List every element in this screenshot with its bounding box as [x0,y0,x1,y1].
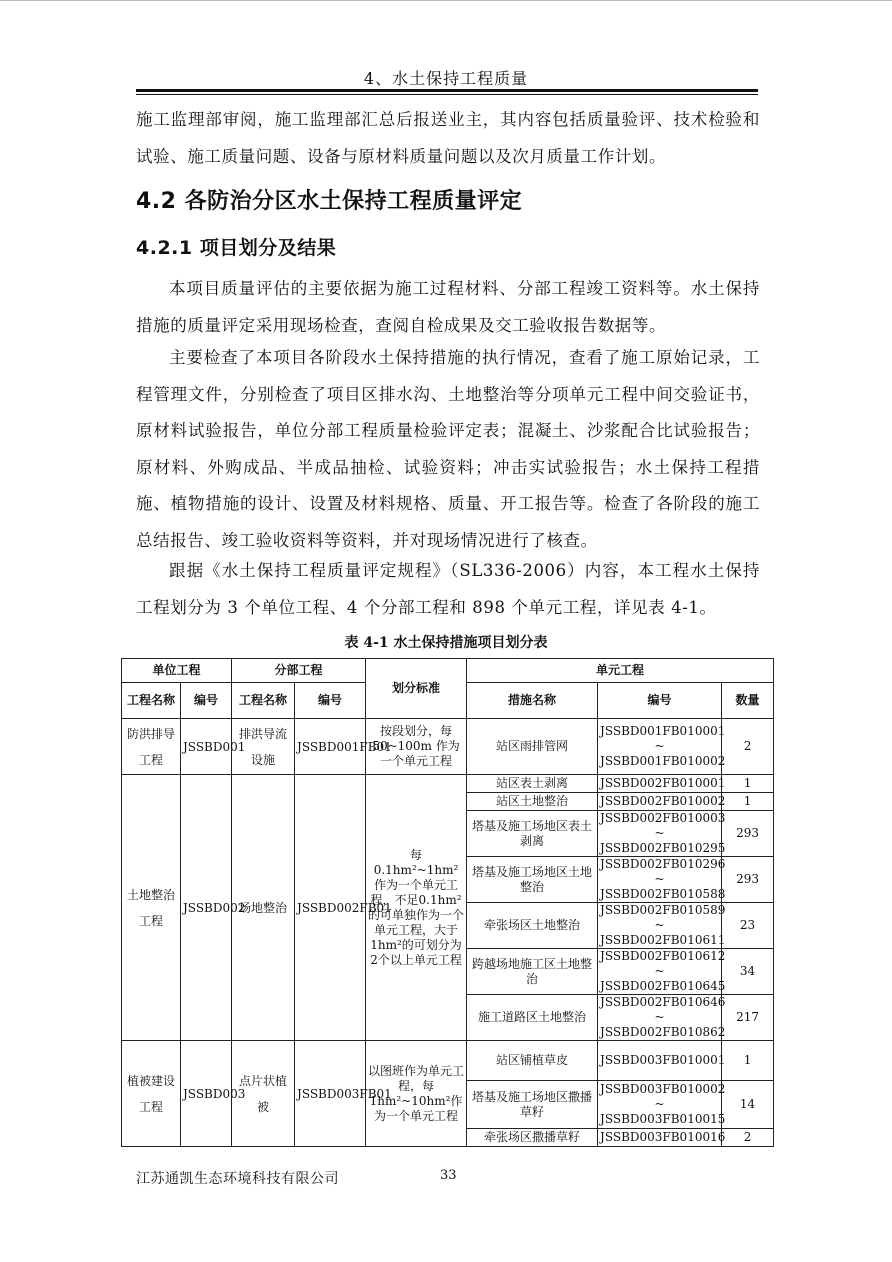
division-standard: 按段划分，每50~100m 作为一个单元工程 [366,719,467,775]
quantity: 23 [722,903,774,949]
table-row [122,1041,774,1081]
code-to: JSSBD002FB010645 [600,979,726,993]
code-from: JSSBD003FB010002 [600,1082,726,1096]
sub-name: 场地整治 [232,775,295,1041]
code-to: JSSBD001FB010002 [600,754,726,768]
measure-name: 塔基及施工场地区表土剥离 [467,811,598,857]
header-element-code: 编号 [598,683,722,719]
unit-code: JSSBD003 [181,1041,232,1147]
header-sub-code: 编号 [295,683,366,719]
code-tilde: ~ [654,918,665,932]
division-standard: 以图班作为单元工程，每1hm²~10hm²作为一个单元工程 [366,1041,467,1147]
quantity: 14 [722,1081,774,1129]
header-quantity: 数量 [722,683,774,719]
code-from: JSSBD002FB010296 [600,857,726,871]
quantity: 217 [722,995,774,1041]
paragraph-basis: 本项目质量评估的主要依据为施工过程材料、分部工程竣工资料等。水土保持措施的质量评定采用现场检查，查阅自检成果及交工验收报告数据等。 [136,279,760,335]
code-to: JSSBD002FB010295 [600,841,726,855]
quantity: 293 [722,811,774,857]
code-tilde: ~ [654,1097,665,1111]
sub-name: 排洪导流设施 [232,719,295,775]
measure-name: 站区土地整治 [467,793,598,811]
measure-name: 施工道路区土地整治 [467,995,598,1041]
element-code-range [598,811,726,857]
measure-name: 站区表土剥离 [467,775,598,793]
element-code: JSSBD002FB010001 [598,775,722,793]
code-to: JSSBD003FB010015 [600,1112,726,1126]
header-rule-thin [136,94,758,95]
code-to: JSSBD002FB010588 [600,887,726,901]
sub-code: JSSBD002FB01 [295,775,366,1041]
quantity: 2 [722,719,774,775]
sub-name: 点片状植被 [232,1041,295,1147]
header-rule-thick [136,89,758,92]
paragraph-division: 跟据《水土保持工程质量评定规程》（SL336-2006）内容，本工程水土保持工程划分为 3 个单位工程、4 个分部工程和 898 个单元工程，详见表 4-1。 [136,561,760,617]
quantity: 2 [722,1129,774,1147]
sub-code: JSSBD003FB01 [295,1041,366,1147]
table-header-row-1 [122,659,774,683]
page-top-edge [0,0,892,1]
element-code-range [598,995,726,1041]
footer-page-number: 33 [440,1168,457,1183]
code-from: JSSBD002FB010589 [600,903,726,917]
measure-name: 牵张场区撒播草籽 [467,1129,598,1147]
measure-name: 跨越场地施工区土地整治 [467,949,598,995]
unit-name: 植被建设工程 [122,1041,181,1147]
element-code-range [598,719,726,775]
code-tilde: ~ [654,739,665,753]
element-code: JSSBD003FB010001 [598,1041,722,1081]
table-row [122,775,774,793]
section-heading-4-2: 4.2 各防治分区水土保持工程质量评定 [136,189,523,214]
header-unit-name: 工程名称 [122,683,181,719]
header-measure-name: 措施名称 [467,683,598,719]
header-unit-project: 单位工程 [122,659,232,683]
element-code: JSSBD003FB010016 [598,1129,722,1147]
paragraph-continuation: 施工监理部审阅，施工监理部汇总后报送业主，其内容包括质量验评、技术检验和试验、施工质量问题、设备与原材料质量问题以及次月质量工作计划。 [136,110,760,166]
code-tilde: ~ [654,1010,665,1024]
element-code: JSSBD002FB010002 [598,793,722,811]
header-sub-name: 工程名称 [232,683,295,719]
table-row [122,719,774,775]
measure-name: 牵张场区土地整治 [467,903,598,949]
quantity: 1 [722,1041,774,1081]
code-from: JSSBD002FB010646 [600,995,726,1009]
quantity: 1 [722,793,774,811]
sub-code: JSSBD001FB01 [295,719,366,775]
unit-name: 防洪排导工程 [122,719,181,775]
measure-name: 塔基及施工场地区土地整治 [467,857,598,903]
element-code-range [598,903,726,949]
code-to: JSSBD002FB010611 [600,933,726,947]
project-division-table [121,658,774,1147]
code-to: JSSBD002FB010862 [600,1025,726,1039]
quantity: 34 [722,949,774,995]
quantity: 293 [722,857,774,903]
header-sub-project: 分部工程 [232,659,366,683]
code-from: JSSBD002FB010003 [600,811,726,825]
section-heading-4-2-1: 4.2.1 项目划分及结果 [136,237,337,259]
unit-name: 土地整治工程 [122,775,181,1041]
footer-company-name: 江苏通凯生态环境科技有限公司 [136,1171,339,1187]
code-from: JSSBD001FB010001 [600,724,726,738]
quantity: 1 [722,775,774,793]
measure-name: 站区铺植草皮 [467,1041,598,1081]
code-tilde: ~ [654,964,665,978]
division-standard: 每0.1hm²~1hm²作为一个单元工程，不足0.1hm²的可单独作为一个单元工程，大于1hm²的可划分为2个以上单元工程 [366,775,467,1041]
measure-name: 站区雨排管网 [467,719,598,775]
code-from: JSSBD002FB010612 [600,949,726,963]
code-tilde: ~ [654,826,665,840]
element-code-range [598,949,726,995]
header-element-project: 单元工程 [467,659,774,683]
unit-code: JSSBD002 [181,775,232,1041]
running-header: 4、水土保持工程质量 [363,69,529,88]
paragraph-inspection: 主要检查了本项目各阶段水土保持措施的执行情况，查看了施工原始记录，工程管理文件，分别检查了项目区排水沟、土地整治等分项单元工程中间交验证书，原材料试验报告，单位分部工程质量检验评定表；混凝土、沙浆配合比试验报告；原材料、外购成品、半成品抽检、试验资料；冲击实试验报告；水土保持工程措施、植物措施的设计、设置及材料规格、质量、开工报告等。检查了各阶段的施工总结报告、竣工验收资料等资料，并对现场情况进行了核查。 [136,348,760,550]
table-caption: 表 4-1 水土保持措施项目划分表 [344,635,548,651]
element-code-range [598,1081,726,1129]
code-tilde: ~ [654,872,665,886]
measure-name: 塔基及施工场地区撒播草籽 [467,1081,598,1129]
header-division-standard: 划分标准 [366,659,467,719]
header-unit-code: 编号 [181,683,232,719]
unit-code: JSSBD001 [181,719,232,775]
element-code-range [598,857,726,903]
